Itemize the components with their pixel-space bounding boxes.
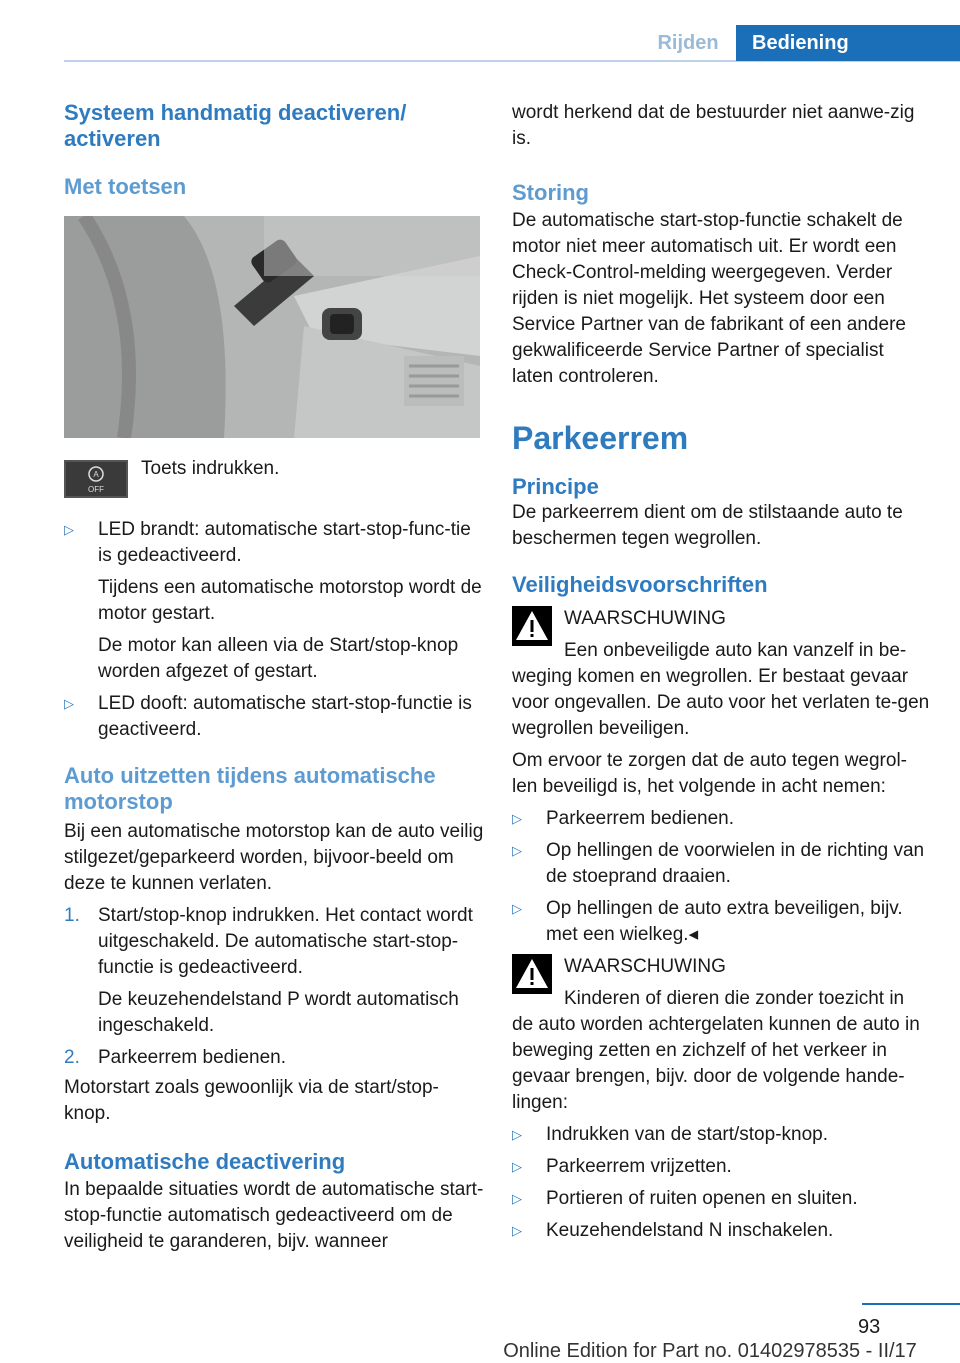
warning-text: de auto worden achtergelaten kunnen de auto in beweging zetten en zichzelf of het verkeer in gevaar brengen, bijv. door de volgende hande-lingen: xyxy=(512,1014,920,1113)
steps-list xyxy=(64,903,484,1071)
paragraph-ervoor: Om ervoor te zorgen dat de auto tegen wegrol-len beveiligd is, het volgende in acht nemen: xyxy=(512,750,908,797)
triangle-bullet-icon: ▷ xyxy=(512,901,522,916)
list-sub-paragraph: De motor kan alleen via de Start/stop-knop worden afgezet of gestart. xyxy=(98,635,459,682)
triangle-bullet-icon: ▷ xyxy=(512,843,522,858)
triangle-bullet-icon: ▷ xyxy=(512,1127,522,1142)
footer-rule xyxy=(862,1303,960,1305)
warning-triangle-icon xyxy=(512,606,552,646)
button-caption-row xyxy=(64,460,484,498)
triangle-bullet-icon: ▷ xyxy=(64,522,74,537)
warning-block-1 xyxy=(512,606,930,742)
list-item: ▷ Op hellingen de auto extra beveiligen, bijv. met een wielkeg.◂ xyxy=(512,896,930,948)
heading-automatische-deactivering: Automatische deactivering xyxy=(64,1149,346,1174)
led-list xyxy=(64,517,484,743)
left-column xyxy=(64,100,484,1255)
paragraph-motorstart: Motorstart zoals gewoonlijk via de start/stop-knop. xyxy=(64,1077,439,1124)
list-item: ▷ LED dooft: automatische start-stop-functie is geactiveerd. xyxy=(64,691,484,743)
svg-text:OFF: OFF xyxy=(88,485,104,494)
warning-block-2 xyxy=(512,954,930,1116)
actions-list xyxy=(512,1122,930,1244)
triangle-bullet-icon: ▷ xyxy=(512,1223,522,1238)
list-item: ▷ Op hellingen de voorwielen in de richting van de stoeprand draaien. xyxy=(512,838,930,890)
step-item: 2. Parkeerrem bedienen. xyxy=(64,1047,286,1068)
heading-auto-uitzetten: Auto uitzetten tijdens automatische motorstop xyxy=(64,763,436,814)
auto-start-stop-off-button-icon xyxy=(64,460,128,498)
warning-text-first-line: Een onbeveiligde auto kan vanzelf in be- xyxy=(564,640,907,661)
heading-parkeerrem: Parkeerrem xyxy=(512,420,689,456)
heading-met-toetsen: Met toetsen xyxy=(64,174,187,199)
warning-title: WAARSCHUWING xyxy=(564,956,726,977)
paragraph-principe: De parkeerrem dient om de stilstaande auto te beschermen tegen wegrollen. xyxy=(512,502,903,549)
list-item: ▷ Keuzehendelstand N inschakelen. xyxy=(512,1218,930,1244)
triangle-bullet-icon: ▷ xyxy=(512,1191,522,1206)
steering-column-photo xyxy=(64,216,480,438)
paragraph-continued: wordt herkend dat de bestuurder niet aanwe-zig is. xyxy=(512,102,915,149)
heading-veiligheidsvoorschriften: Veiligheidsvoorschriften xyxy=(512,572,768,597)
heading-storing: Storing xyxy=(512,180,589,205)
triangle-bullet-icon: ▷ xyxy=(64,696,74,711)
header-tab-rijden[interactable]: Rijden xyxy=(657,31,719,54)
heading-principe: Principe xyxy=(512,474,599,499)
page-number: 93 xyxy=(858,1316,881,1338)
safety-list xyxy=(512,806,930,948)
right-column xyxy=(512,100,930,1244)
paragraph-automatische-deactivering: In bepaalde situaties wordt de automatische start-stop-functie automatisch gedeactiveerd om de veiligheid te garanderen, bijv. wanneer xyxy=(64,1179,484,1252)
button-caption: Toets indrukken. xyxy=(141,458,280,479)
step-item: 1. Start/stop-knop indrukken. Het contact wordt uitgeschakeld. De automatische start-stop-functie is gedeactiveerd. xyxy=(64,905,473,978)
list-item: ▷ Indrukken van de start/stop-knop. xyxy=(512,1122,930,1148)
paragraph-auto-uitzetten: Bij een automatische motorstop kan de auto veilig stilgezet/geparkeerd worden, bijvoor-beeld om deze te kunnen verlaten. xyxy=(64,821,484,894)
list-item: ▷ Parkeerrem bedienen. xyxy=(512,806,930,832)
triangle-bullet-icon: ▷ xyxy=(512,811,522,826)
step-sub-paragraph: De keuzehendelstand P wordt automatisch ingeschakeld. xyxy=(98,989,459,1036)
list-item: ▷ Parkeerrem vrijzetten. xyxy=(512,1154,930,1180)
warning-text-first-line: Kinderen of dieren die zonder toezicht in xyxy=(564,988,905,1009)
list-sub-paragraph: Tijdens een automatische motorstop wordt de motor gestart. xyxy=(98,577,482,624)
footer-edition: Online Edition for Part no. 01402978535 - II/17 xyxy=(503,1340,917,1362)
header-tab-bediening[interactable]: Bediening xyxy=(736,25,960,61)
list-item: ▷ LED brandt: automatische start-stop-func-tie is gedeactiveerd. xyxy=(64,517,484,569)
list-item: ▷ Portieren of ruiten openen en sluiten. xyxy=(512,1186,930,1212)
warning-title: WAARSCHUWING xyxy=(564,608,726,629)
warning-triangle-icon xyxy=(512,954,552,994)
svg-text:A: A xyxy=(93,470,99,479)
triangle-bullet-icon: ▷ xyxy=(512,1159,522,1174)
heading-systeem: Systeem handmatig deactiveren/ activeren xyxy=(64,100,407,151)
paragraph-storing: De automatische start-stop-functie schakelt de motor niet meer automatisch uit. Er wordt een Check-Control-melding weergegeven. Verder rijden is niet mogelijk. Het systeem door een Service Partner van de fabrikant of een andere gekwalificeerde Service Partner of specialist laten controleren. xyxy=(512,210,906,387)
warning-text: weging komen en wegrollen. Er bestaat gevaar voor ongevallen. De auto voor het verlaten te-gen wegrollen beveiligen. xyxy=(512,666,930,739)
